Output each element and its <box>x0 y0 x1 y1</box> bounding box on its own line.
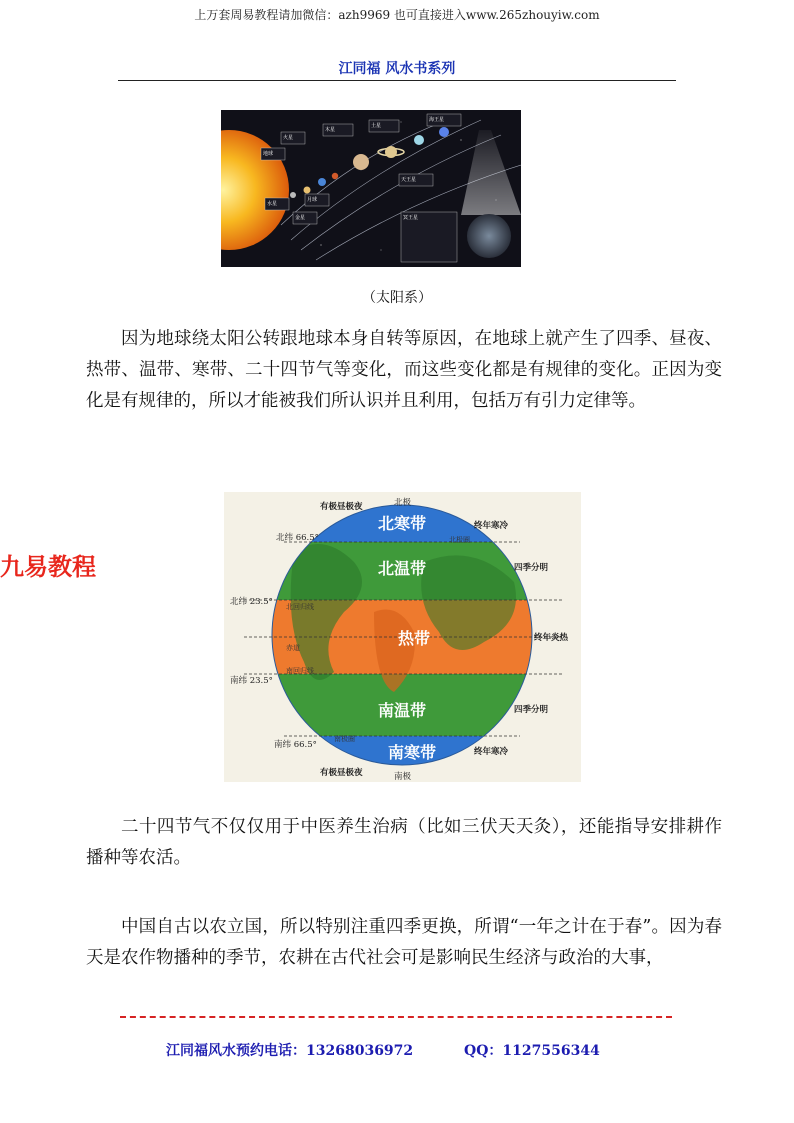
header-note: 上万套周易教程请加微信：azh9969 也可直接进入www.265zhouyiw.com <box>194 8 600 22</box>
solar-system-figure <box>221 110 521 267</box>
polar-note: 有极昼极夜 <box>320 502 363 512</box>
neptune-icon <box>439 127 449 137</box>
latitude-label: 南纬 23.5° <box>230 676 273 686</box>
latitude-label: 南纬 66.5° <box>274 740 317 750</box>
line-label: 北极圈 <box>449 536 470 544</box>
pluto-icon <box>467 214 511 258</box>
planet-label: 土星 <box>371 123 382 129</box>
footer-divider <box>120 1016 672 1018</box>
planet-label: 天王星 <box>401 177 417 183</box>
planet-label: 月球 <box>307 197 318 203</box>
zone-note: 终年寒冷 <box>474 747 509 757</box>
zone-note: 终年寒冷 <box>474 521 509 531</box>
planet-label: 水星 <box>267 201 278 207</box>
zone-note: 四季分明 <box>514 705 549 715</box>
planet-label: 地球 <box>263 151 274 157</box>
figure1-caption: （太阳系） <box>362 290 432 306</box>
zone-label: 北温带 <box>377 559 427 578</box>
watermark: 九易教程 <box>0 553 96 581</box>
zone-label: 南温带 <box>377 701 427 720</box>
line-label: 赤道 <box>286 644 300 652</box>
mars-icon <box>332 173 338 179</box>
earth-icon <box>318 178 326 186</box>
footer <box>166 1040 600 1060</box>
paragraph: 二十四节气不仅仅用于中医养生治病（比如三伏天天灸），还能指导安排耕作播种等农活。 <box>86 817 722 868</box>
planet-label: 金星 <box>295 215 306 221</box>
line-label: 南极圈 <box>334 735 355 743</box>
latitude-label: 北纬 66.5° <box>276 533 319 543</box>
planet-label: 海王星 <box>429 117 445 123</box>
planet-label: 冥王星 <box>403 215 419 221</box>
zone-note: 四季分明 <box>514 563 549 573</box>
polar-note: 有极昼极夜 <box>320 768 363 778</box>
pole-label: 南极 <box>394 772 412 782</box>
pole-label: 北极 <box>394 498 412 508</box>
climate-zones-figure <box>224 492 581 782</box>
jupiter-icon <box>353 154 369 170</box>
zone-note: 终年炎热 <box>534 633 569 643</box>
footer-qq: QQ：1127556344 <box>464 1043 600 1059</box>
venus-icon <box>304 187 311 194</box>
paragraph: 因为地球绕太阳公转跟地球本身自转等原因，在地球上就产生了四季、昼夜、热带、温带、寒带、二十四节气等变化，而这些变化都是有规律的变化。正因为变化是有规律的，所以才能被我们所认识并且利用，包括万有引力定律等。 <box>86 329 722 411</box>
saturn-icon <box>385 146 397 158</box>
zone-label: 热带 <box>397 629 431 648</box>
line-label: 北回归线 <box>286 603 314 611</box>
uranus-icon <box>414 135 424 145</box>
footer-phone: 江同福风水预约电话：13268036972 <box>166 1043 414 1059</box>
line-label: 南回归线 <box>286 667 314 675</box>
mercury-icon <box>290 192 296 198</box>
header-rule <box>118 80 676 81</box>
planet-label: 木星 <box>325 127 336 133</box>
paragraph: 中国自古以农立国，所以特别注重四季更换，所谓“一年之计在于春”。因为春天是农作物播种的季节，农耕在古代社会可是影响民生经济与政治的大事， <box>86 917 722 968</box>
series-title: 江同福 风水书系列 <box>338 61 456 77</box>
zone-label: 北寒带 <box>377 514 427 533</box>
latitude-label: 北纬 23.5° <box>230 597 273 607</box>
planet-label: 火星 <box>283 135 294 141</box>
zone-label: 南寒带 <box>387 743 437 762</box>
